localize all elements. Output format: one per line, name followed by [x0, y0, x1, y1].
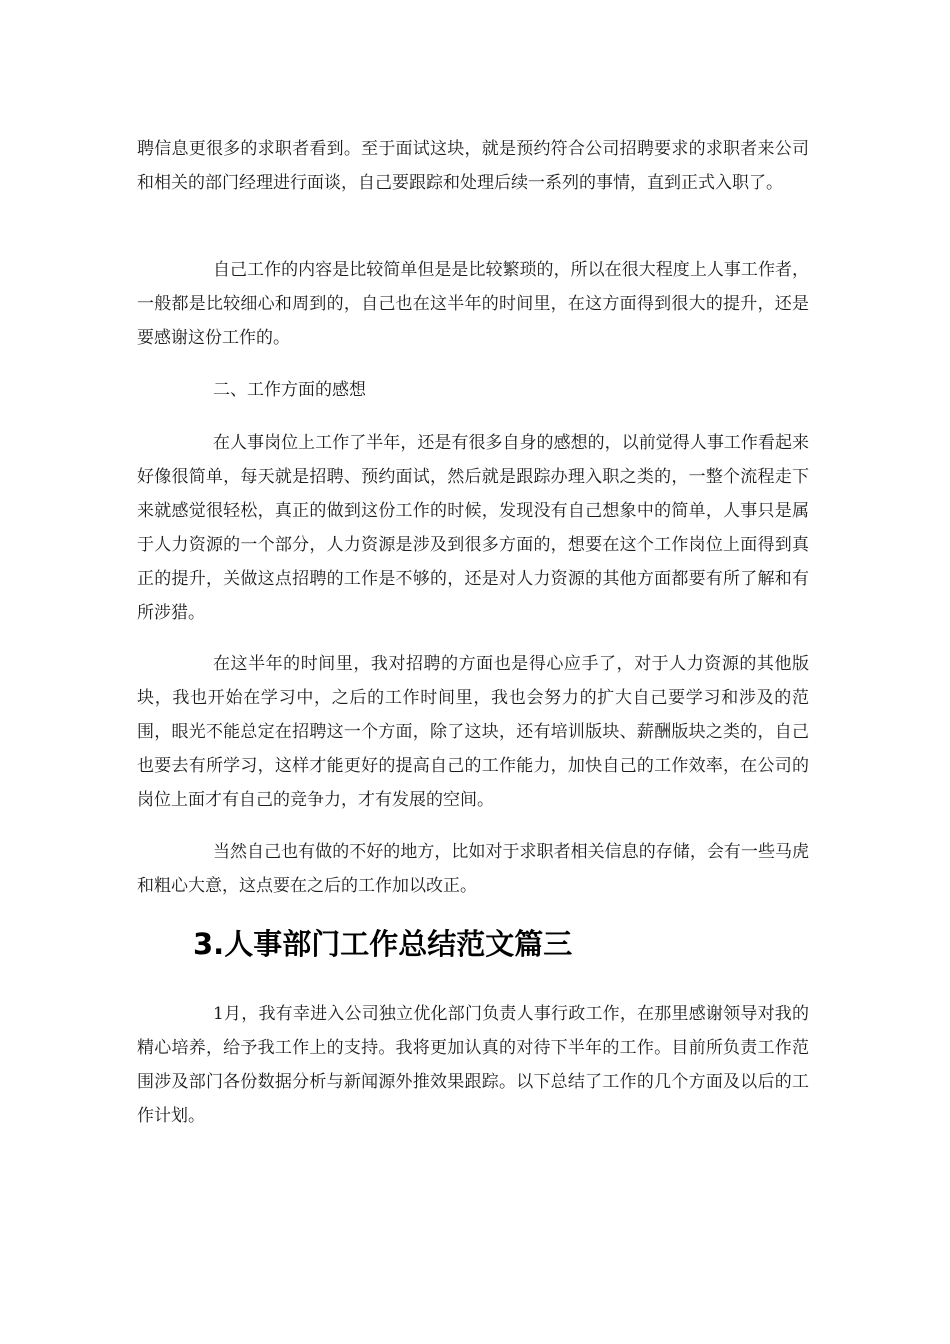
paragraph-work-content: 自己工作的内容是比较简单但是是比较繁琐的，所以在很大程度上人事工作者，一般都是比较细心和周到的，自己也在这半年的时间里，在这方面得到很大的提升，还是要感谢这份工作的。 — [137, 260, 809, 348]
paragraph-shortcomings: 当然自己也有做的不好的地方，比如对于求职者相关信息的存储，会有一些马虎和粗心大意，这点要在之后的工作加以改正。 — [137, 842, 809, 896]
section-subheading-work-thoughts: 二、工作方面的感想 — [213, 380, 366, 400]
section-heading: 3.人事部门工作总结范文篇三 — [193, 927, 573, 961]
paragraph-recruitment-followup: 聘信息更很多的求职者看到。至于面试这块，就是预约符合公司招聘要求的求职者来公司和相关的部门经理进行面谈，自己要跟踪和处理后续一系列的事情，直到正式入职了。 — [137, 139, 809, 193]
paragraph-learning-plans: 在这半年的时间里，我对招聘的方面也是得心应手了，对于人力资源的其他版块，我也开始在学习中，之后的工作时间里，我也会努力的扩大自己要学习和涉及的范围，眼光不能总定在招聘这一个方面，除了这块，还有培训版块、薪酬版块之类的，自己也要去有所学习，这样才能更好的提高自己的工作能力，加快自己的工作效率，在公司的岗位上面才有自己的竞争力，才有发展的空间。 — [137, 654, 809, 810]
paragraph-hr-reflections: 在人事岗位上工作了半年，还是有很多自身的感想的，以前觉得人事工作看起来好像很简单，每天就是招聘、预约面试，然后就是跟踪办理入职之类的，一整个流程走下来就感觉很轻松，真正的做到这份工作的时候，发现没有自己想象中的简单，人事只是属于人力资源的一个部分，人力资源是涉及到很多方面的，想要在这个工作岗位上面得到真正的提升，关做这点招聘的工作是不够的，还是对人力资源的其他方面都要有所了解和有所涉猎。 — [137, 433, 809, 623]
paragraph-intro-part-three: 1月，我有幸进入公司独立优化部门负责人事行政工作，在那里感谢领导对我的精心培养，给予我工作上的支持。我将更加认真的对待下半年的工作。目前所负责工作范围涉及部门各份数据分析与新闻源外推效果跟踪。以下总结了工作的几个方面及以后的工作计划。 — [137, 1004, 809, 1126]
